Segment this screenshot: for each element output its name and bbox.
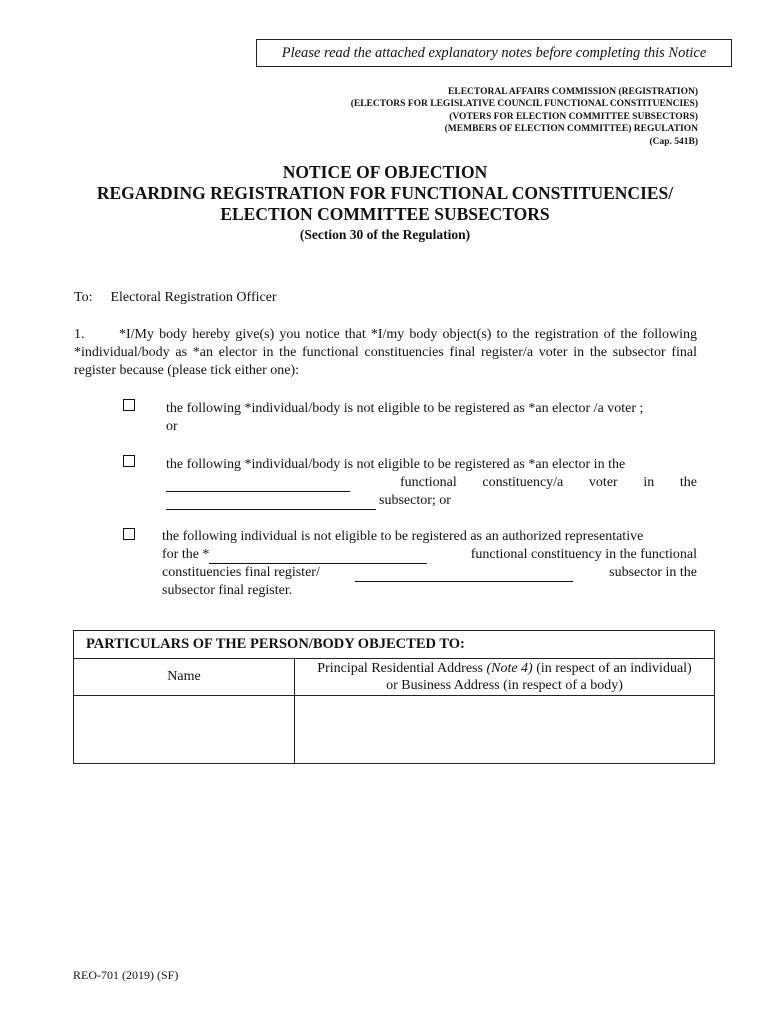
title-line-3: ELECTION COMMITTEE SUBSECTORS <box>220 204 550 224</box>
authorized-rep-fc-blank[interactable] <box>209 551 427 564</box>
option-1 <box>166 400 697 436</box>
option-2-line-1: the following *individual/body is not eligible to be registered as *an elector in the <box>166 457 626 472</box>
option-3-line-3a: constituencies final register/ <box>162 565 320 580</box>
option-1-checkbox[interactable] <box>123 399 135 411</box>
regulation-line: (ELECTORS FOR LEGISLATIVE COUNCIL FUNCTIONAL CONSTITUENCIES) <box>350 99 698 110</box>
option-3 <box>162 528 697 600</box>
paragraph-1 <box>74 326 697 380</box>
addressee-label: To: <box>74 290 93 305</box>
option-2-line-3: subsector; or <box>379 493 451 508</box>
paragraph-text: *I/My body hereby give(s) you notice that *I/my body object(s) to the registration of the following *individual/body as *an elector in the functional constituencies final register/a voter in the subsector final register because (please tick either one): <box>74 327 697 378</box>
option-3-line-1: the following individual is not eligible to be registered as an authorized representative <box>162 529 644 544</box>
title-line-1: NOTICE OF OBJECTION <box>282 162 488 182</box>
address-header-part-a: Principal Residential Address <box>317 661 483 676</box>
address-header-part-c: or Business Address (in respect of a body) <box>386 678 623 693</box>
regulation-header <box>238 86 698 148</box>
title-line-2: REGARDING REGISTRATION FOR FUNCTIONAL CONSTITUENCIES/ <box>96 183 674 203</box>
option-3-line-3b: subsector in the <box>609 565 697 580</box>
name-input-cell[interactable] <box>74 696 294 763</box>
option-3-line-2b: functional constituency in the functional <box>470 547 697 562</box>
paragraph-number: 1. <box>74 327 85 342</box>
address-input-cell[interactable] <box>295 696 714 763</box>
authorized-rep-subsector-blank[interactable] <box>355 569 573 582</box>
regulation-line: (VOTERS FOR ELECTION COMMITTEE SUBSECTORS) <box>449 111 698 122</box>
option-3-line-2a: for the * <box>162 547 210 562</box>
addressee-name: Electoral Registration Officer <box>110 290 277 305</box>
document-title <box>40 162 730 245</box>
explanatory-notes-text: Please read the attached explanatory notes before completing this Notice <box>281 45 707 61</box>
regulation-line: (MEMBERS OF ELECTION COMMITTEE) REGULATION <box>444 124 698 135</box>
explanatory-notes-box <box>256 39 732 67</box>
address-column-header <box>295 660 714 694</box>
section-reference: (Section 30 of the Regulation) <box>299 227 471 242</box>
option-1-line-1: the following *individual/body is not eligible to be registered as *an elector /a voter ; <box>166 401 644 416</box>
address-header-note: (Note 4) <box>486 661 533 676</box>
option-2-checkbox[interactable] <box>123 455 135 467</box>
option-1-line-2: or <box>166 419 178 434</box>
form-code: REO-701 (2019) (SF) <box>73 968 179 982</box>
particulars-table <box>73 630 715 764</box>
regulation-line: ELECTORAL AFFAIRS COMMISSION (REGISTRATION) <box>448 87 698 97</box>
functional-constituency-blank[interactable] <box>166 479 350 492</box>
option-2-line-2: functional constituency/a voter in the <box>400 475 697 490</box>
address-header-part-b: (in respect of an individual) <box>536 661 692 676</box>
option-3-checkbox[interactable] <box>123 528 135 540</box>
particulars-heading: PARTICULARS OF THE PERSON/BODY OBJECTED TO: <box>74 631 714 659</box>
addressee-line <box>74 290 277 306</box>
subsector-blank[interactable] <box>166 497 376 510</box>
name-column-header: Name <box>167 669 201 684</box>
option-3-line-4: subsector final register. <box>162 583 293 598</box>
option-2 <box>166 456 697 510</box>
regulation-cap: (Cap. 541B) <box>649 136 698 147</box>
